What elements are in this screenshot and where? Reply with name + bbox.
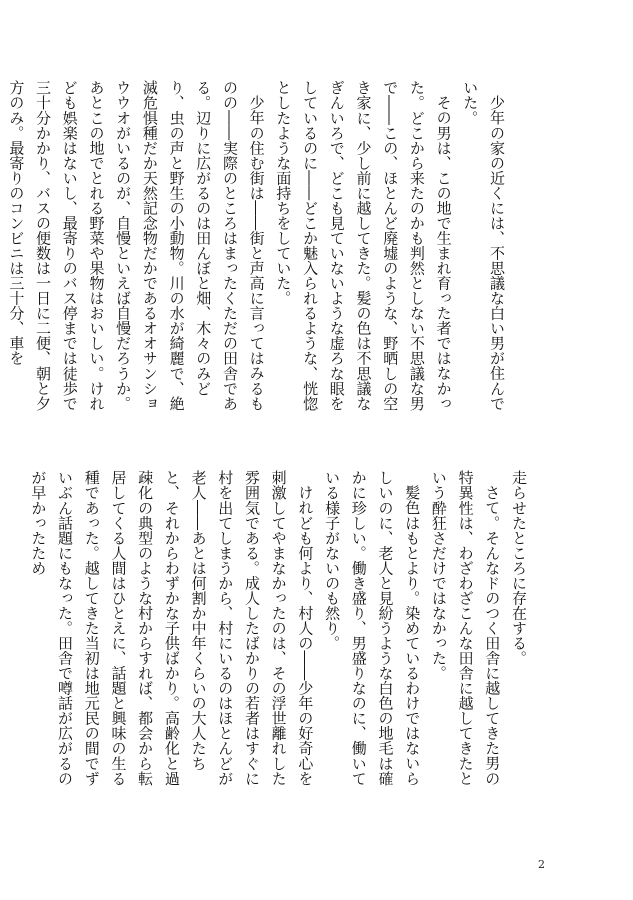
paragraph: さて。そんなドのつく田舎に越してきた男の特異性は、わざわざこんな田舎に越してきたという酔狂さだけではなかった。 — [429, 470, 502, 786]
text-block-upper — [7, 80, 510, 412]
paragraph: 少年の住む街は――街と声高に言ってはみるものの――実際のところはまったくただの田舎である。辺りに広がるのは田んぼと畑、木々のみどり、虫の声と野生の小動物。川の水が綺麗で、絶滅危惧種だか天然記念物だかであるオオサンショウウオがいるのが、自慢といえば自慢だろうか。あとこの地でとれる野菜や果物はおいしい。けれども娯楽はないし、最寄りのバス停までは徒歩で三十分かかり、バスの便数は一日に二便、朝と夕方のみ。最寄りのコンビニは三十分、車を — [7, 80, 266, 411]
paragraph: 少年の家の近くには、不思議な白い男が住んでいた。 — [461, 80, 506, 411]
text-block-lower — [29, 470, 532, 790]
paragraph: その男は、この地で生まれ育った者ではなかった。どこから来たのかも判然としない不思議な男で――この、ほとんど廃墟のような、野晒しの空き家に、少し前に越してきた。髪の色は不思議なぎんいろで、どこも見ていないような虚ろな眼をしているのに――どこか魅入られるような、恍惚としたような面持ちをしていた。 — [274, 80, 453, 411]
paragraph: けれども何より、村人の――少年の好奇心を刺激してやまなかったのは、その浮世離れした雰囲気である。成人したばかりの若者はすぐに村を出てしまうから、村にいるのはほとんどが老人――あとは何割か中年くらいの大人たちと、それからわずかな子供ばかり。高齢化と過疎化の典型のような村からすれば、都会から転居してくる人間はひとえに、話題と興味の生る種であった。越してきた当初は地元民の間でずいぶん話題にもなった。田舎で噂話が広がるのが早かったため — [29, 470, 315, 786]
paragraph: 走らせたところに存在する。 — [510, 470, 528, 666]
paragraph: 髪色はもとより。染めているわけではないらしいのに、老人と見紛うような白色の地毛は確かに珍しい。働き盛り、男盛りなのに、働いている様子がないのも然り。 — [323, 470, 422, 786]
page-number: 2 — [538, 858, 545, 871]
